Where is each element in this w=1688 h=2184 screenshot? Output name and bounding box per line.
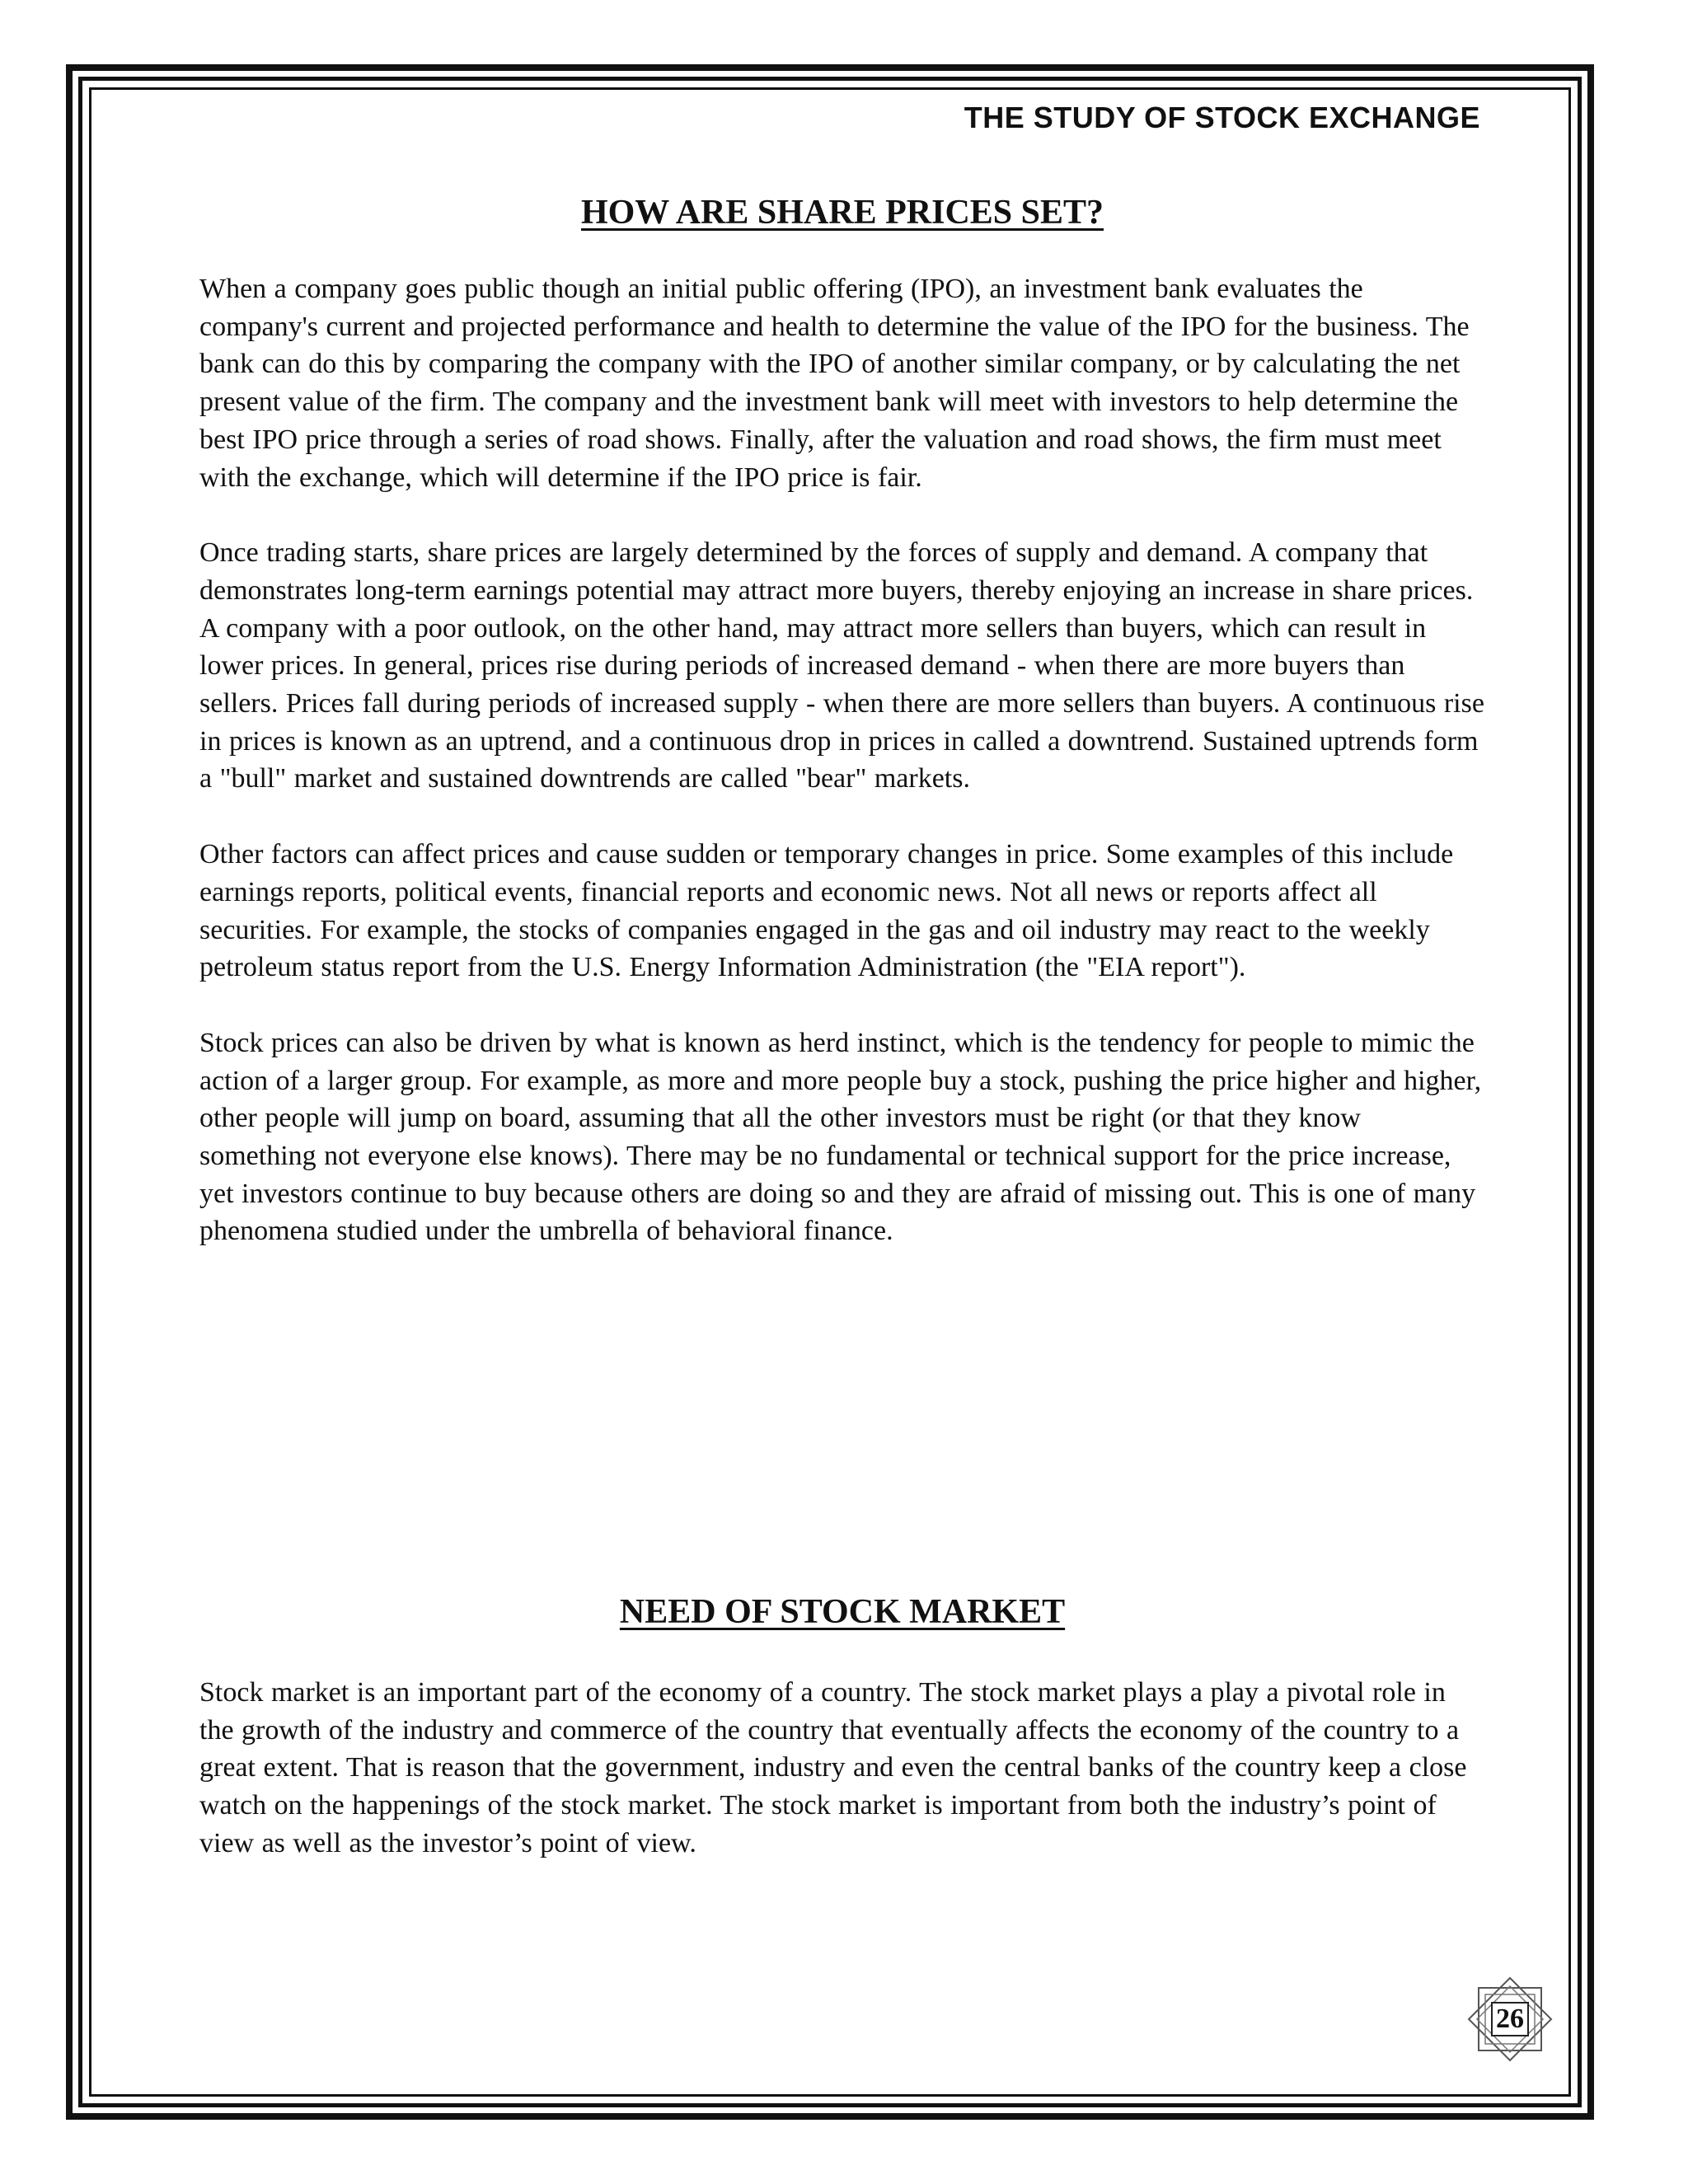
paragraph-other-factors: Other factors can affect prices and cause sudden or temporary changes in price. Some examples of this include earnings reports, political events, financial reports and economic news. Not all news or reports affect all securities. For example, the stocks of companies engaged in the gas and oil industry may react to the weekly petroleum status report from the U.S. Energy Information Administration (the "EIA report"). xyxy=(199,839,1454,983)
running-header: THE STUDY OF STOCK EXCHANGE xyxy=(964,101,1480,134)
page-content xyxy=(199,193,1485,1858)
section-heading-share-prices: HOW ARE SHARE PRICES SET? xyxy=(580,194,1104,232)
paragraph-supply-demand: Once trading starts, share prices are largely determined by the forces of supply and demand. A company that demonstrates long-term earnings potential may attract more buyers, thereby enjoying an increase in share prices. A company with a poor outlook, on the other hand, may attract more sellers than buyers, which can result in lower prices. In general, prices rise during periods of increased demand - when there are more buyers than sellers. Prices fall during periods of increased supply - when there are more sellers than buyers. A continuous rise in prices is known as an uptrend, and a continuous drop in prices in called a downtrend. Sustained uptrends form a "bull" market and sustained downtrends are called "bear" markets. xyxy=(199,537,1484,794)
page-number-badge xyxy=(1467,1976,1553,2062)
paragraph-stock-market-importance: Stock market is an important part of the economy of a country. The stock market plays a play a pivotal role in the growth of the industry and commerce of the country that eventually affects the economy of the country to a great extent. That is reason that the government, industry and even the central banks of the country keep a close watch on the happenings of the stock market. The stock market is important from both the industry’s point of view as well as the investor’s point of view. xyxy=(199,1677,1467,1858)
paragraph-ipo-pricing: When a company goes public though an initial public offering (IPO), an investment bank evaluates the company's current and projected performance and health to determine the value of the IPO for the business. The bank can do this by comparing the company with the IPO of another similar company, or by calculating the net present value of the firm. The company and the investment bank will meet with investors to help determine the best IPO price through a series of road shows. Finally, after the valuation and road shows, the firm must meet with the exchange, which will determine if the IPO price is fair. xyxy=(199,274,1470,493)
paragraph-herd-instinct: Stock prices can also be driven by what is known as herd instinct, which is the tendency for people to mimic the action of a larger group. For example, as more and more people buy a stock, pushing the price higher and higher, other people will jump on board, assuming that all the other investors must be right (or that they know something not everyone else knows). There may be no fundamental or technical support for the price increase, yet investors continue to buy because others are doing so and they are afraid of missing out. This is one of many phenomena studied under the umbrella of behavioral finance. xyxy=(199,1027,1482,1247)
page-number: 26 xyxy=(1496,2004,1524,2034)
section-heading-need-of-stock-market: NEED OF STOCK MARKET xyxy=(619,1593,1066,1631)
